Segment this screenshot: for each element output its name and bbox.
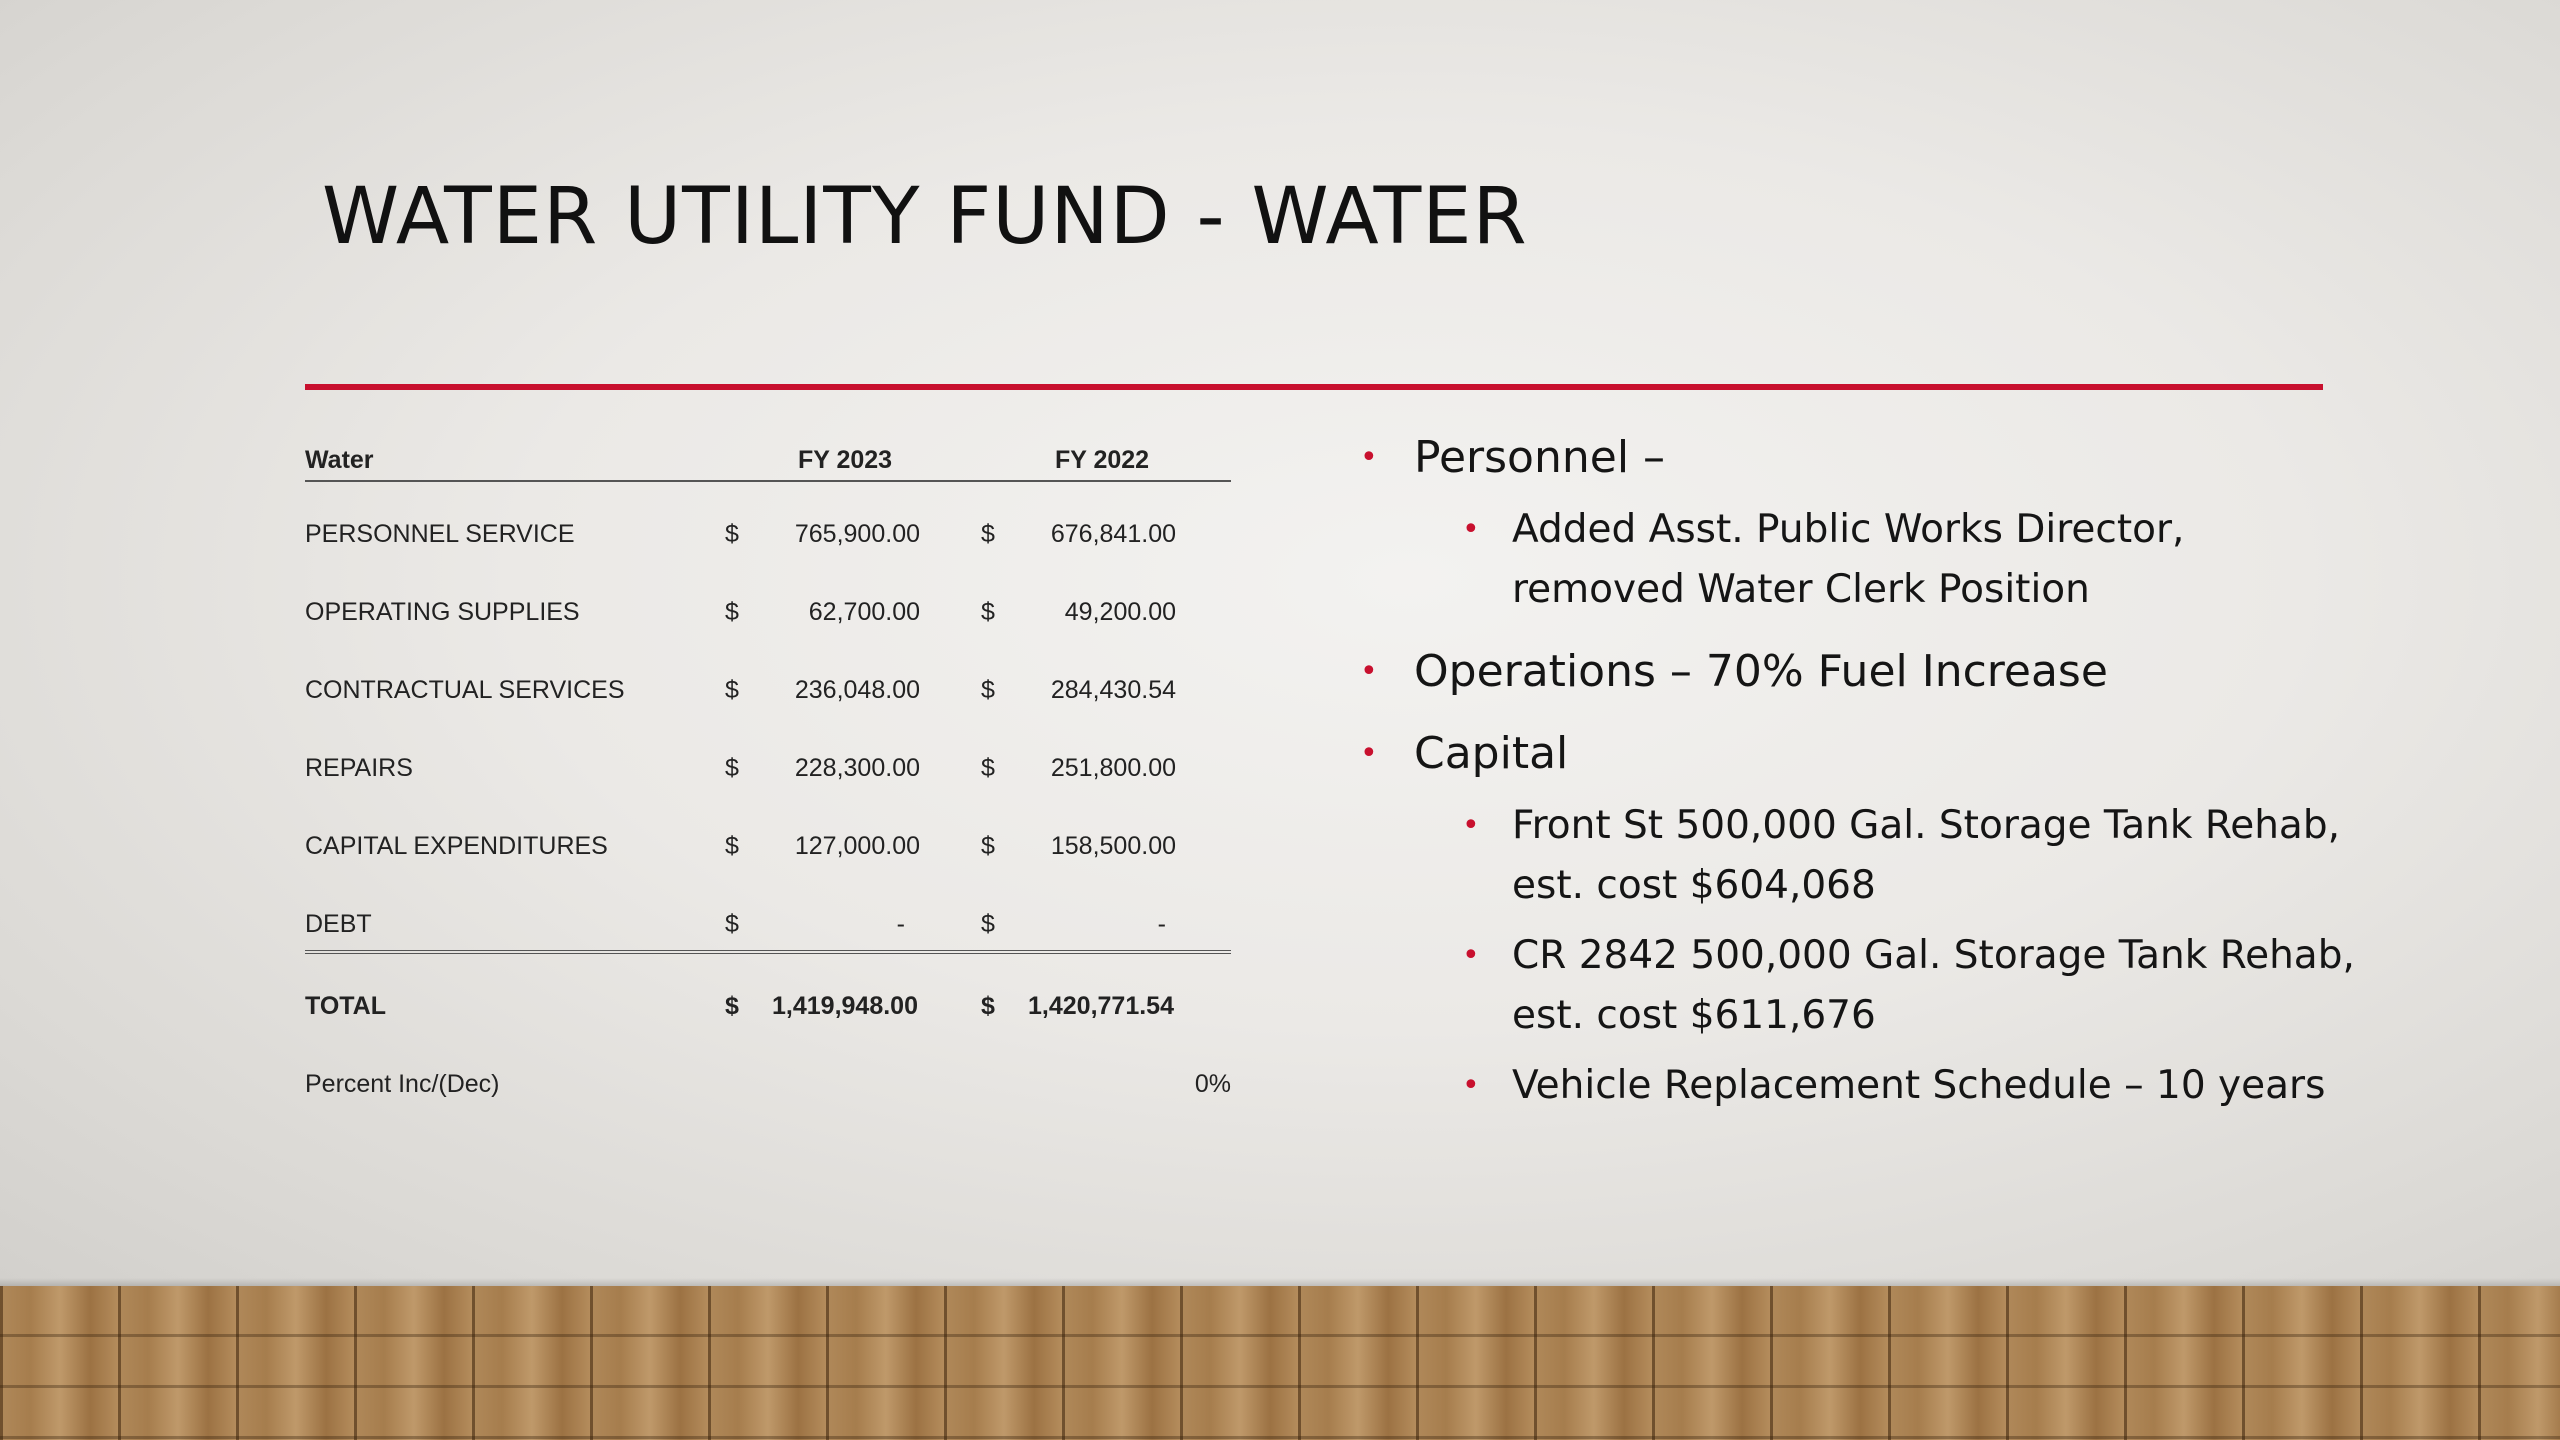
table-total-row bbox=[305, 992, 1231, 1070]
bullet-text: Capital bbox=[1414, 728, 1569, 779]
bullet-dot-icon: • bbox=[1462, 1068, 1480, 1103]
bullet-text: Operations – 70% Fuel Increase bbox=[1414, 646, 2108, 697]
table-row bbox=[305, 754, 1231, 832]
bullet-item bbox=[1360, 724, 2360, 1116]
currency-symbol: $ bbox=[981, 910, 995, 938]
sub-bullet-item bbox=[1360, 926, 2360, 1046]
table-row bbox=[305, 910, 1231, 954]
row-label: CAPITAL EXPENDITURES bbox=[305, 832, 608, 860]
total-fy2022: 1,420,771.54 bbox=[1028, 992, 1174, 1020]
row-label: REPAIRS bbox=[305, 754, 413, 782]
title-divider bbox=[305, 384, 2323, 390]
table-percent-row bbox=[305, 1070, 1231, 1148]
bullet-dot-icon: • bbox=[1360, 736, 1378, 771]
fy2022-value: 49,200.00 bbox=[1064, 598, 1176, 626]
fy2023-value: 62,700.00 bbox=[808, 598, 920, 626]
row-label: PERSONNEL SERVICE bbox=[305, 520, 575, 548]
bullet-text: Personnel – bbox=[1414, 432, 1666, 483]
currency-symbol: $ bbox=[725, 992, 739, 1020]
bullet-dot-icon: • bbox=[1360, 654, 1378, 689]
currency-symbol: $ bbox=[725, 676, 739, 704]
bullet-dot-icon: • bbox=[1462, 938, 1480, 973]
currency-symbol: $ bbox=[725, 520, 739, 548]
row-label: CONTRACTUAL SERVICES bbox=[305, 676, 625, 704]
header-fy2023: FY 2023 bbox=[798, 446, 893, 474]
currency-symbol: $ bbox=[725, 754, 739, 782]
fy2022-value: 284,430.54 bbox=[1050, 676, 1176, 704]
row-label: DEBT bbox=[305, 910, 372, 938]
fy2023-value: 765,900.00 bbox=[794, 520, 920, 548]
currency-symbol: $ bbox=[981, 754, 995, 782]
header-label: Water bbox=[305, 446, 374, 474]
bullet-dot-icon: • bbox=[1462, 512, 1480, 547]
sub-bullet-item bbox=[1360, 796, 2360, 916]
bullet-dot-icon: • bbox=[1360, 440, 1378, 475]
fy2022-value: 676,841.00 bbox=[1050, 520, 1176, 548]
header-fy2022: FY 2022 bbox=[1055, 446, 1150, 474]
sub-bullet-item bbox=[1360, 500, 2360, 620]
budget-table bbox=[305, 440, 1231, 1148]
currency-symbol: $ bbox=[981, 520, 995, 548]
wood-floor bbox=[0, 1286, 2560, 1440]
total-fy2023: 1,419,948.00 bbox=[772, 992, 918, 1020]
currency-symbol: $ bbox=[981, 992, 995, 1020]
fy2022-value: 158,500.00 bbox=[1050, 832, 1176, 860]
sub-bullet-text: Front St 500,000 Gal. Storage Tank Rehab, est. cost $604,068 bbox=[1512, 803, 2340, 908]
currency-symbol: $ bbox=[981, 676, 995, 704]
currency-symbol: $ bbox=[725, 910, 739, 938]
table-row bbox=[305, 520, 1231, 598]
currency-symbol: $ bbox=[725, 832, 739, 860]
bullet-item bbox=[1360, 428, 2360, 620]
bullet-list bbox=[1360, 428, 2360, 1138]
fy2022-value: 251,800.00 bbox=[1050, 754, 1176, 782]
percent-value: 0% bbox=[1194, 1070, 1231, 1098]
total-label: TOTAL bbox=[305, 992, 387, 1020]
row-label: OPERATING SUPPLIES bbox=[305, 598, 580, 626]
table-header-row bbox=[305, 440, 1231, 482]
currency-symbol: $ bbox=[981, 598, 995, 626]
bullet-item bbox=[1360, 642, 2360, 702]
currency-symbol: $ bbox=[981, 832, 995, 860]
fy2023-value: 228,300.00 bbox=[794, 754, 920, 782]
fy2023-value: 127,000.00 bbox=[794, 832, 920, 860]
fy2022-value: - bbox=[1157, 910, 1166, 938]
currency-symbol: $ bbox=[725, 598, 739, 626]
sub-bullet-list bbox=[1360, 796, 2360, 1116]
percent-label: Percent Inc/(Dec) bbox=[305, 1070, 500, 1098]
sub-bullet-text: Vehicle Replacement Schedule – 10 years bbox=[1512, 1063, 2326, 1108]
sub-bullet-text: Added Asst. Public Works Director, removed Water Clerk Position bbox=[1512, 507, 2185, 612]
table-row bbox=[305, 832, 1231, 910]
fy2023-value: - bbox=[896, 910, 905, 938]
sub-bullet-item bbox=[1360, 1056, 2360, 1116]
table-row bbox=[305, 676, 1231, 754]
sub-bullet-text: CR 2842 500,000 Gal. Storage Tank Rehab, est. cost $611,676 bbox=[1512, 933, 2355, 1038]
table-row bbox=[305, 598, 1231, 676]
bullet-dot-icon: • bbox=[1462, 808, 1480, 843]
slide-title: WATER UTILITY FUND - WATER bbox=[322, 172, 1528, 262]
fy2023-value: 236,048.00 bbox=[794, 676, 920, 704]
sub-bullet-list bbox=[1360, 500, 2360, 620]
